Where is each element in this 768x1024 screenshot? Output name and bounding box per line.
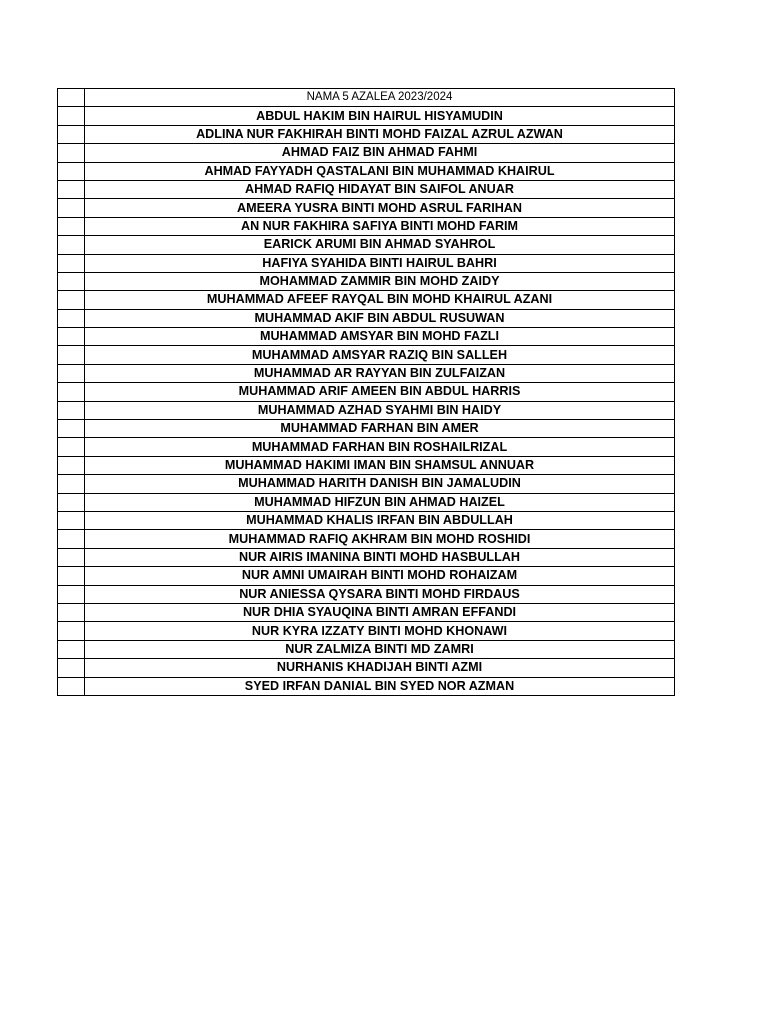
number-cell: [58, 236, 85, 254]
table-row: [58, 622, 675, 640]
number-cell: [58, 585, 85, 603]
table-row: [58, 144, 675, 162]
student-name-cell: MUHAMMAD ARIF AMEEN BIN ABDUL HARRIS: [85, 383, 675, 401]
table-row: [58, 162, 675, 180]
number-cell: [58, 677, 85, 695]
student-name-cell: MUHAMMAD HIFZUN BIN AHMAD HAIZEL: [85, 493, 675, 511]
student-name-cell: NUR DHIA SYAUQINA BINTI AMRAN EFFANDI: [85, 603, 675, 621]
student-name-cell: MUHAMMAD HARITH DANISH BIN JAMALUDIN: [85, 475, 675, 493]
table-row: [58, 585, 675, 603]
number-cell: [58, 456, 85, 474]
number-cell: [58, 144, 85, 162]
number-cell: [58, 125, 85, 143]
student-name-cell: MUHAMMAD HAKIMI IMAN BIN SHAMSUL ANNUAR: [85, 456, 675, 474]
number-cell: [58, 254, 85, 272]
table-row: [58, 603, 675, 621]
number-cell: [58, 364, 85, 382]
table-row: [58, 456, 675, 474]
table-row: [58, 328, 675, 346]
table-row: [58, 236, 675, 254]
table-row: [58, 254, 675, 272]
number-cell: [58, 659, 85, 677]
student-name-cell: MUHAMMAD AFEEF RAYQAL BIN MOHD KHAIRUL AZANI: [85, 291, 675, 309]
number-cell: [58, 493, 85, 511]
table-row: [58, 364, 675, 382]
number-cell: [58, 475, 85, 493]
number-cell: [58, 328, 85, 346]
number-cell: [58, 640, 85, 658]
student-name-cell: NUR AMNI UMAIRAH BINTI MOHD ROHAIZAM: [85, 567, 675, 585]
student-name-cell: MUHAMMAD KHALIS IRFAN BIN ABDULLAH: [85, 511, 675, 529]
student-name-cell: AHMAD RAFIQ HIDAYAT BIN SAIFOL ANUAR: [85, 180, 675, 198]
number-cell: [58, 622, 85, 640]
number-cell: [58, 217, 85, 235]
number-cell: [58, 383, 85, 401]
number-cell: [58, 291, 85, 309]
student-name-cell: NUR ZALMIZA BINTI MD ZAMRI: [85, 640, 675, 658]
table-row: [58, 309, 675, 327]
student-name-cell: ADLINA NUR FAKHIRAH BINTI MOHD FAIZAL AZRUL AZWAN: [85, 125, 675, 143]
table-row: [58, 217, 675, 235]
student-name-cell: HAFIYA SYAHIDA BINTI HAIRUL BAHRI: [85, 254, 675, 272]
number-cell: [58, 89, 85, 107]
student-name-cell: MUHAMMAD AZHAD SYAHMI BIN HAIDY: [85, 401, 675, 419]
number-cell: [58, 530, 85, 548]
table-row: [58, 438, 675, 456]
number-cell: [58, 548, 85, 566]
student-name-cell: MUHAMMAD AKIF BIN ABDUL RUSUWAN: [85, 309, 675, 327]
student-name-cell: AMEERA YUSRA BINTI MOHD ASRUL FARIHAN: [85, 199, 675, 217]
student-name-cell: AHMAD FAYYADH QASTALANI BIN MUHAMMAD KHAIRUL: [85, 162, 675, 180]
table-header-row: [58, 89, 675, 107]
table-row: [58, 475, 675, 493]
table-row: [58, 291, 675, 309]
table-row: [58, 420, 675, 438]
number-cell: [58, 567, 85, 585]
table-row: [58, 548, 675, 566]
number-cell: [58, 511, 85, 529]
table-row: [58, 199, 675, 217]
number-cell: [58, 107, 85, 125]
number-cell: [58, 309, 85, 327]
table-row: [58, 180, 675, 198]
student-name-cell: MUHAMMAD FARHAN BIN ROSHAILRIZAL: [85, 438, 675, 456]
table-row: [58, 677, 675, 695]
table-row: [58, 640, 675, 658]
student-name-cell: MUHAMMAD AMSYAR RAZIQ BIN SALLEH: [85, 346, 675, 364]
student-name-cell: AHMAD FAIZ BIN AHMAD FAHMI: [85, 144, 675, 162]
number-cell: [58, 401, 85, 419]
student-name-cell: MUHAMMAD RAFIQ AKHRAM BIN MOHD ROSHIDI: [85, 530, 675, 548]
student-name-cell: ABDUL HAKIM BIN HAIRUL HISYAMUDIN: [85, 107, 675, 125]
student-name-cell: NURHANIS KHADIJAH BINTI AZMI: [85, 659, 675, 677]
student-name-cell: MUHAMMAD AR RAYYAN BIN ZULFAIZAN: [85, 364, 675, 382]
student-name-cell: AN NUR FAKHIRA SAFIYA BINTI MOHD FARIM: [85, 217, 675, 235]
number-cell: [58, 162, 85, 180]
student-name-cell: NUR KYRA IZZATY BINTI MOHD KHONAWI: [85, 622, 675, 640]
student-name-cell: MUHAMMAD FARHAN BIN AMER: [85, 420, 675, 438]
student-name-cell: MUHAMMAD AMSYAR BIN MOHD FAZLI: [85, 328, 675, 346]
table-row: [58, 493, 675, 511]
table-row: [58, 659, 675, 677]
table-row: [58, 125, 675, 143]
student-name-cell: MOHAMMAD ZAMMIR BIN MOHD ZAIDY: [85, 272, 675, 290]
class-name-list-table: [57, 88, 675, 696]
number-cell: [58, 603, 85, 621]
table-row: [58, 567, 675, 585]
table-row: [58, 511, 675, 529]
number-cell: [58, 180, 85, 198]
table-row: [58, 401, 675, 419]
table-row: [58, 530, 675, 548]
number-cell: [58, 346, 85, 364]
sheet-title: NAMA 5 AZALEA 2023/2024: [85, 89, 675, 107]
table-body: [58, 89, 675, 696]
table-row: [58, 346, 675, 364]
student-name-cell: EARICK ARUMI BIN AHMAD SYAHROL: [85, 236, 675, 254]
table-row: [58, 383, 675, 401]
number-cell: [58, 272, 85, 290]
number-cell: [58, 199, 85, 217]
number-cell: [58, 420, 85, 438]
student-name-cell: NUR ANIESSA QYSARA BINTI MOHD FIRDAUS: [85, 585, 675, 603]
table-row: [58, 272, 675, 290]
table-row: [58, 107, 675, 125]
student-name-cell: NUR AIRIS IMANINA BINTI MOHD HASBULLAH: [85, 548, 675, 566]
number-cell: [58, 438, 85, 456]
student-name-cell: SYED IRFAN DANIAL BIN SYED NOR AZMAN: [85, 677, 675, 695]
